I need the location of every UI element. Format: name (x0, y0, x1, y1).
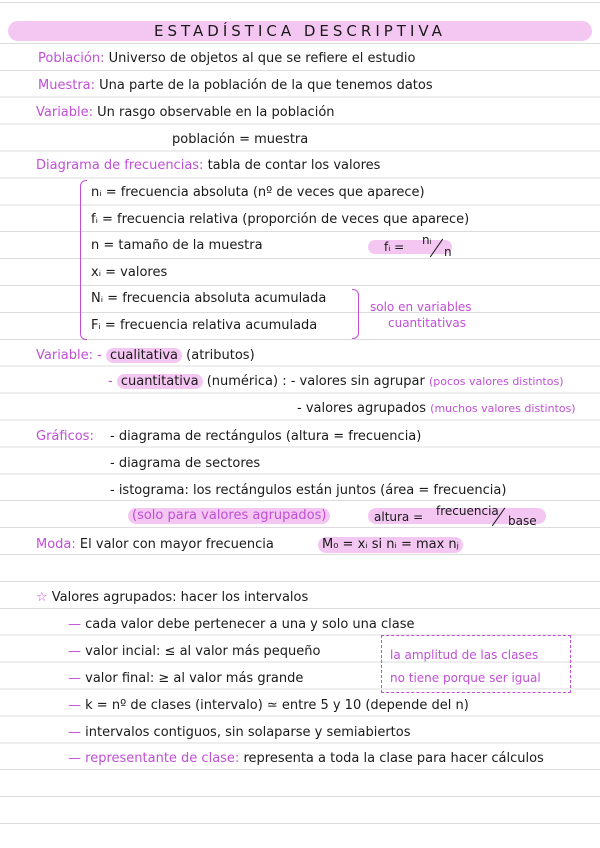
def-term: Población: (38, 51, 105, 66)
dash-icon: — (68, 671, 81, 686)
amplitud-note-line2: no tiene porque ser igual (390, 671, 541, 685)
bullet-item (68, 725, 411, 741)
bullet-item (68, 617, 415, 633)
agrupados-heading (36, 590, 308, 606)
moda-formula: M₀ = xᵢ si nᵢ = max nⱼ (318, 537, 463, 553)
freq-item: nᵢ = frecuencia absoluta (nº de veces que aparece) (91, 185, 425, 200)
agrupados-heading-text: Valores agrupados: hacer los intervalos (51, 590, 309, 605)
cuantitativa-line (108, 374, 564, 390)
var-term: Variable: (36, 348, 94, 363)
agrupados-note: (muchos valores distintos) (430, 402, 576, 415)
cualitativa-rest: (atributos) (186, 348, 255, 363)
altura-formula (368, 504, 548, 530)
def-text: Una parte de la población de la que tenemos datos (99, 78, 433, 93)
equation: población = muestra (172, 132, 309, 147)
freq-item: xᵢ = valores (91, 265, 168, 280)
representante-text: representa a toda la clase para hacer cálculos (243, 751, 544, 766)
bullet-text: valor incial: ≤ al valor más pequeño (85, 644, 321, 659)
freq-item: n = tamaño de la muestra (91, 238, 263, 253)
formula-numerator: nᵢ (422, 233, 432, 247)
dash-icon: — (68, 725, 81, 740)
bullet-text: intervalos contiguos, sin solaparse y semiabiertos (85, 725, 411, 740)
altura-lhs: altura = (374, 510, 424, 524)
variable-types (36, 348, 255, 364)
cumul-note-line1: solo en variables (370, 300, 472, 314)
cuantitativa-rest: (numérica) : - valores sin agrupar (206, 374, 425, 389)
amplitud-note-line1: la amplitud de las clases (390, 648, 539, 662)
cuantitativa-note: (pocos valores distintos) (429, 375, 564, 388)
bullet-item (68, 751, 544, 767)
moda-line (36, 537, 274, 553)
dash: - (97, 348, 102, 363)
grafico-item: - diagrama de sectores (110, 456, 261, 471)
dash-icon: — (68, 644, 81, 659)
formula-lhs: fᵢ = (384, 240, 405, 254)
altura-denominator: base (508, 514, 537, 528)
right-brace (352, 289, 359, 339)
bullet-text: k = nº de clases (intervalo) ≃ entre 5 y 10 (depende del n) (85, 698, 469, 713)
representante-term: representante de clase: (85, 751, 240, 766)
agrupados-text: - valores agrupados (297, 401, 427, 416)
moda-term: Moda: (36, 537, 76, 552)
dash: - (108, 374, 113, 389)
cumul-note-line2: cuantitativas (388, 316, 467, 330)
grafico-item: - istograma: los rectángulos están juntos (área = frecuencia) (110, 483, 507, 498)
dash-icon: — (68, 698, 81, 713)
page-title: ESTADÍSTICA DESCRIPTIVA (154, 22, 446, 40)
freq-item: Fᵢ = frecuencia relativa acumulada (91, 318, 318, 333)
graficos-term: Gráficos: (36, 429, 94, 444)
altura-numerator: frecuencia (436, 504, 499, 518)
cualitativa-tag: cualitativa (106, 348, 182, 363)
freq-item: fᵢ = frecuencia relativa (proporción de veces que aparece) (91, 212, 470, 227)
formula-denominator: n (444, 245, 452, 259)
diagrama-frecuencias (36, 158, 380, 174)
dash-icon: — (68, 751, 81, 766)
fi-formula (368, 235, 460, 259)
def-term: Muestra: (38, 78, 96, 93)
star-icon: ☆ (36, 590, 48, 605)
bullet-text: valor final: ≥ al valor más grande (85, 671, 304, 686)
def-term: Diagrama de frecuencias: (36, 158, 204, 173)
freq-item: Nᵢ = frecuencia absoluta acumulada (91, 291, 327, 306)
agrupados-line (297, 401, 576, 417)
cuantitativa-tag: cuantitativa (117, 374, 203, 389)
title-banner (8, 21, 592, 41)
bullet-item (68, 644, 320, 660)
bullet-text: cada valor debe pertenecer a una y solo una clase (85, 617, 415, 632)
def-text: Un rasgo observable en la población (97, 105, 335, 120)
solo-agrupados-tag: (solo para valores agrupados) (128, 508, 330, 524)
def-text: Universo de objetos al que se refiere el estudio (108, 51, 416, 66)
bullet-item (68, 671, 303, 687)
moda-text: El valor con mayor frecuencia (79, 537, 274, 552)
def-variable (36, 105, 335, 121)
bullet-item (68, 698, 469, 714)
def-text: tabla de contar los valores (207, 158, 381, 173)
def-poblacion (38, 51, 415, 67)
def-muestra (38, 78, 433, 94)
dash-icon: — (68, 617, 81, 632)
grafico-item: - diagrama de rectángulos (altura = frecuencia) (110, 429, 422, 444)
left-brace (80, 180, 87, 340)
def-term: Variable: (36, 105, 94, 120)
